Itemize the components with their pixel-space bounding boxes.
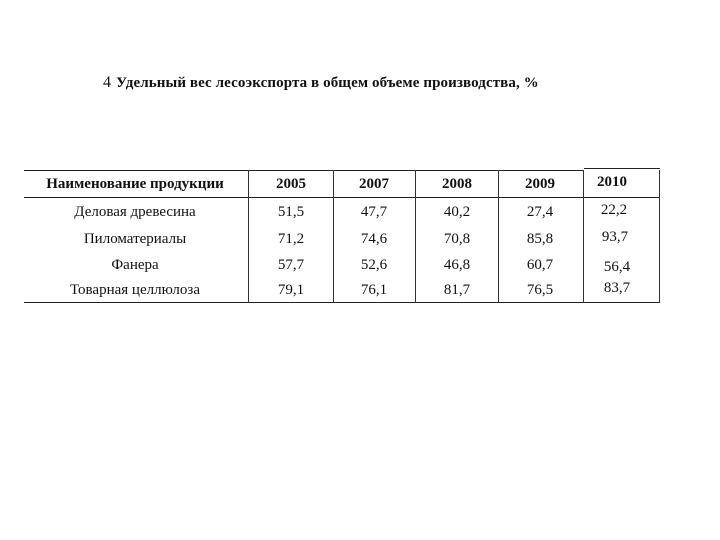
- caption-number: 4: [103, 74, 112, 91]
- table-caption: [103, 74, 539, 92]
- header-product: Наименование продукции: [46, 176, 224, 192]
- column-divider-6: [659, 170, 660, 303]
- row-2-value-2009: 85,8: [526, 231, 554, 247]
- header-year-2009: 2009: [525, 176, 555, 192]
- row-name-1: Деловая древесина: [74, 204, 196, 220]
- row-2-value-2007: 74,6: [360, 231, 388, 247]
- row-4-value-2008: 81,7: [443, 282, 471, 298]
- row-3-value-2007: 52,6: [360, 257, 388, 273]
- row-1-value-2007: 47,7: [360, 204, 388, 220]
- row-1-value-2008: 40,2: [443, 204, 471, 220]
- column-divider-2: [333, 170, 334, 303]
- row-1-value-2010: 22,2: [600, 202, 628, 218]
- header-year-2008: 2008: [442, 176, 472, 192]
- table-top-rule: [24, 170, 584, 171]
- table-top-rule-2010: [584, 168, 660, 169]
- row-2-value-2005: 71,2: [277, 231, 305, 247]
- header-year-2010: 2010: [597, 174, 627, 190]
- row-4-value-2007: 76,1: [360, 282, 388, 298]
- row-1-value-2009: 27,4: [526, 204, 554, 220]
- row-3-value-2005: 57,7: [277, 257, 305, 273]
- column-divider-1: [248, 170, 249, 303]
- header-year-2007: 2007: [359, 176, 389, 192]
- row-4-value-2009: 76,5: [526, 282, 554, 298]
- table-bottom-rule: [24, 302, 660, 303]
- row-name-2: Пиломатериалы: [83, 231, 187, 247]
- column-divider-3: [415, 170, 416, 303]
- row-1-value-2005: 51,5: [277, 204, 305, 220]
- row-3-value-2010: 56,4: [603, 259, 631, 275]
- row-name-3: Фанера: [111, 257, 159, 273]
- caption-text: Удельный вес лесоэкспорта в общем объеме производства, %: [116, 75, 539, 91]
- table-header-rule: [24, 197, 660, 198]
- column-divider-4: [498, 170, 499, 303]
- row-4-value-2005: 79,1: [277, 282, 305, 298]
- export-share-table: [24, 166, 660, 303]
- row-3-value-2008: 46,8: [443, 257, 471, 273]
- row-3-value-2009: 60,7: [526, 257, 554, 273]
- row-2-value-2008: 70,8: [443, 231, 471, 247]
- row-2-value-2010: 93,7: [601, 229, 629, 245]
- row-name-4: Товарная целлюлоза: [70, 282, 200, 298]
- header-year-2005: 2005: [276, 176, 306, 192]
- row-4-value-2010: 83,7: [603, 280, 631, 296]
